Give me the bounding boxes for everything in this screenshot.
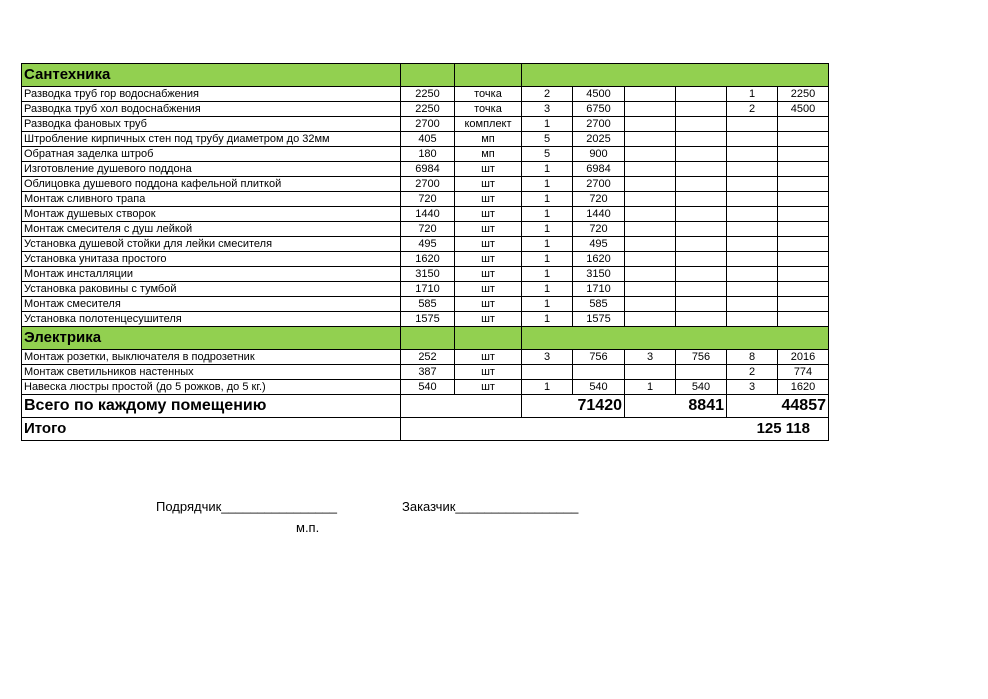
unit-cell: шт <box>455 237 522 252</box>
qty-room3-cell <box>727 147 778 162</box>
qty-room1-cell: 3 <box>522 102 573 117</box>
sum-room2-cell: 540 <box>676 380 727 395</box>
blank-cell <box>727 395 778 418</box>
qty-room1-cell: 1 <box>522 297 573 312</box>
sum-room3-cell <box>778 207 829 222</box>
table-row <box>22 252 829 267</box>
price-cell: 3150 <box>401 267 455 282</box>
qty-room2-cell <box>625 102 676 117</box>
price-cell: 1620 <box>401 252 455 267</box>
section-title-electric: Электрика <box>22 327 401 350</box>
sum-room3-cell <box>778 282 829 297</box>
qty-room2-cell <box>625 365 676 380</box>
room2-total: 8841 <box>676 395 727 418</box>
unit-cell: шт <box>455 162 522 177</box>
unit-cell: шт <box>455 282 522 297</box>
unit-cell: точка <box>455 87 522 102</box>
price-cell: 405 <box>401 132 455 147</box>
unit-cell: шт <box>455 350 522 365</box>
sum-room3-cell <box>778 177 829 192</box>
unit-cell: шт <box>455 297 522 312</box>
unit-cell: шт <box>455 312 522 327</box>
qty-room2-cell: 1 <box>625 380 676 395</box>
sum-room3-cell <box>778 132 829 147</box>
qty-room1-cell: 5 <box>522 132 573 147</box>
blank-cell <box>401 395 522 418</box>
price-cell: 1440 <box>401 207 455 222</box>
unit-cell: шт <box>455 380 522 395</box>
sum-room3-cell: 2250 <box>778 87 829 102</box>
qty-room3-cell <box>727 312 778 327</box>
qty-room1-cell: 1 <box>522 312 573 327</box>
blank-cell <box>522 395 573 418</box>
section-cell <box>676 327 727 350</box>
table-row <box>22 162 829 177</box>
unit-cell: шт <box>455 177 522 192</box>
stamp-label: м.п. <box>296 520 320 535</box>
work-name-cell: Разводка труб гор водоснабжения <box>22 87 401 102</box>
unit-cell: точка <box>455 102 522 117</box>
table-row <box>22 177 829 192</box>
work-name-cell: Монтаж инсталляции <box>22 267 401 282</box>
sum-room2-cell: 756 <box>676 350 727 365</box>
sum-room2-cell <box>676 207 727 222</box>
qty-room2-cell <box>625 237 676 252</box>
price-cell: 540 <box>401 380 455 395</box>
section-header-plumbing <box>22 64 829 87</box>
work-name-cell: Монтаж смесителя с душ лейкой <box>22 222 401 237</box>
qty-room3-cell <box>727 192 778 207</box>
section-cell <box>401 64 455 87</box>
sum-room3-cell <box>778 222 829 237</box>
work-name-cell: Установка полотенцесушителя <box>22 312 401 327</box>
sum-room3-cell: 1620 <box>778 380 829 395</box>
work-name-cell: Монтаж душевых створок <box>22 207 401 222</box>
table-row <box>22 117 829 132</box>
table-row <box>22 297 829 312</box>
sum-room3-cell: 774 <box>778 365 829 380</box>
qty-room1-cell <box>522 365 573 380</box>
price-cell: 2250 <box>401 87 455 102</box>
qty-room2-cell <box>625 162 676 177</box>
section-cell <box>455 64 522 87</box>
sum-room3-cell <box>778 162 829 177</box>
qty-room3-cell <box>727 177 778 192</box>
qty-room1-cell: 1 <box>522 162 573 177</box>
sum-room3-cell <box>778 252 829 267</box>
qty-room3-cell: 2 <box>727 102 778 117</box>
qty-room2-cell <box>625 192 676 207</box>
qty-room3-cell <box>727 117 778 132</box>
table-row <box>22 132 829 147</box>
price-cell: 2700 <box>401 177 455 192</box>
work-name-cell: Монтаж светильников настенных <box>22 365 401 380</box>
sum-room2-cell <box>676 282 727 297</box>
qty-room1-cell: 2 <box>522 87 573 102</box>
blank-cell <box>401 418 727 441</box>
sum-room2-cell <box>676 132 727 147</box>
unit-cell: шт <box>455 222 522 237</box>
sum-room1-cell: 720 <box>573 192 625 207</box>
price-cell: 585 <box>401 297 455 312</box>
sum-room1-cell: 540 <box>573 380 625 395</box>
sum-room1-cell: 2700 <box>573 117 625 132</box>
unit-cell: шт <box>455 365 522 380</box>
work-name-cell: Облицовка душевого поддона кафельной плиткой <box>22 177 401 192</box>
sum-room1-cell: 495 <box>573 237 625 252</box>
sum-room1-cell: 720 <box>573 222 625 237</box>
section-title-plumbing: Сантехника <box>22 64 401 87</box>
price-cell: 2250 <box>401 102 455 117</box>
qty-room1-cell: 1 <box>522 237 573 252</box>
sum-room1-cell: 4500 <box>573 87 625 102</box>
qty-room1-cell: 3 <box>522 350 573 365</box>
unit-cell: шт <box>455 252 522 267</box>
qty-room3-cell <box>727 207 778 222</box>
qty-room1-cell: 1 <box>522 117 573 132</box>
section-cell <box>522 64 573 87</box>
qty-room1-cell: 1 <box>522 207 573 222</box>
work-name-cell: Установка раковины с тумбой <box>22 282 401 297</box>
sum-room2-cell <box>676 365 727 380</box>
sum-room1-cell: 1620 <box>573 252 625 267</box>
qty-room1-cell: 1 <box>522 192 573 207</box>
work-name-cell: Навеска люстры простой (до 5 рожков, до 5 кг.) <box>22 380 401 395</box>
table-row <box>22 267 829 282</box>
sum-room1-cell: 6750 <box>573 102 625 117</box>
work-name-cell: Установка душевой стойки для лейки смесителя <box>22 237 401 252</box>
work-name-cell: Разводка фановых труб <box>22 117 401 132</box>
unit-cell: мп <box>455 132 522 147</box>
qty-room3-cell: 1 <box>727 87 778 102</box>
sum-room2-cell <box>676 147 727 162</box>
qty-room2-cell <box>625 252 676 267</box>
sum-room3-cell: 2016 <box>778 350 829 365</box>
sum-room2-cell <box>676 222 727 237</box>
table-row <box>22 87 829 102</box>
qty-room3-cell <box>727 252 778 267</box>
sum-room1-cell: 756 <box>573 350 625 365</box>
table-row <box>22 207 829 222</box>
qty-room3-cell <box>727 162 778 177</box>
price-cell: 180 <box>401 147 455 162</box>
contractor-signature: Подрядчик________________ <box>156 499 337 514</box>
sum-room2-cell <box>676 252 727 267</box>
sum-room2-cell <box>676 192 727 207</box>
price-cell: 252 <box>401 350 455 365</box>
sum-room2-cell <box>676 117 727 132</box>
table-row <box>22 282 829 297</box>
sum-room3-cell: 4500 <box>778 102 829 117</box>
price-cell: 720 <box>401 222 455 237</box>
sum-room2-cell <box>676 87 727 102</box>
table-row <box>22 222 829 237</box>
sum-room2-cell <box>676 162 727 177</box>
grand-total-label: Итого <box>22 418 401 441</box>
qty-room3-cell: 8 <box>727 350 778 365</box>
qty-room1-cell: 1 <box>522 267 573 282</box>
price-cell: 495 <box>401 237 455 252</box>
sum-room3-cell <box>778 267 829 282</box>
sum-room1-cell: 1575 <box>573 312 625 327</box>
qty-room3-cell: 2 <box>727 365 778 380</box>
sum-room3-cell <box>778 297 829 312</box>
work-name-cell: Установка унитаза простого <box>22 252 401 267</box>
qty-room1-cell: 1 <box>522 380 573 395</box>
qty-room3-cell <box>727 237 778 252</box>
price-cell: 6984 <box>401 162 455 177</box>
blank-cell <box>625 395 676 418</box>
sum-room2-cell <box>676 237 727 252</box>
sum-room1-cell: 2700 <box>573 177 625 192</box>
sum-room2-cell <box>676 267 727 282</box>
qty-room1-cell: 1 <box>522 222 573 237</box>
sum-room2-cell <box>676 102 727 117</box>
qty-room3-cell <box>727 132 778 147</box>
qty-room2-cell <box>625 147 676 162</box>
sum-room1-cell: 3150 <box>573 267 625 282</box>
room3-total: 44857 <box>778 395 829 418</box>
sum-room2-cell <box>676 312 727 327</box>
table-row <box>22 192 829 207</box>
table-row <box>22 147 829 162</box>
sum-room1-cell: 1440 <box>573 207 625 222</box>
sum-room1-cell: 900 <box>573 147 625 162</box>
table-row <box>22 365 829 380</box>
unit-cell: шт <box>455 207 522 222</box>
qty-room3-cell <box>727 222 778 237</box>
sum-room3-cell <box>778 312 829 327</box>
work-name-cell: Штробление кирпичных стен под трубу диаметром до 32мм <box>22 132 401 147</box>
price-cell: 1710 <box>401 282 455 297</box>
sum-room3-cell <box>778 117 829 132</box>
grand-total-row <box>22 418 829 441</box>
section-cell <box>676 64 727 87</box>
work-name-cell: Монтаж розетки, выключателя в подрозетник <box>22 350 401 365</box>
price-cell: 387 <box>401 365 455 380</box>
section-cell <box>778 327 829 350</box>
section-cell <box>727 327 778 350</box>
sum-room1-cell: 2025 <box>573 132 625 147</box>
qty-room1-cell: 1 <box>522 282 573 297</box>
qty-room3-cell <box>727 282 778 297</box>
sum-room2-cell <box>676 297 727 312</box>
price-cell: 1575 <box>401 312 455 327</box>
section-cell <box>778 64 829 87</box>
price-cell: 720 <box>401 192 455 207</box>
room-totals-row <box>22 395 829 418</box>
section-cell <box>625 64 676 87</box>
qty-room2-cell <box>625 207 676 222</box>
section-cell <box>625 327 676 350</box>
sum-room3-cell <box>778 147 829 162</box>
qty-room3-cell <box>727 267 778 282</box>
qty-room2-cell <box>625 282 676 297</box>
unit-cell: шт <box>455 192 522 207</box>
section-cell <box>401 327 455 350</box>
table-row <box>22 380 829 395</box>
table-row <box>22 237 829 252</box>
qty-room2-cell <box>625 312 676 327</box>
qty-room1-cell: 1 <box>522 252 573 267</box>
section-cell <box>522 327 573 350</box>
sum-room3-cell <box>778 237 829 252</box>
table-row <box>22 312 829 327</box>
work-name-cell: Разводка труб хол водоснабжения <box>22 102 401 117</box>
section-cell <box>573 327 625 350</box>
qty-room3-cell <box>727 297 778 312</box>
grand-total-value: 125 118 <box>727 418 829 441</box>
qty-room3-cell: 3 <box>727 380 778 395</box>
qty-room2-cell: 3 <box>625 350 676 365</box>
sum-room2-cell <box>676 177 727 192</box>
sum-room1-cell <box>573 365 625 380</box>
estimate-table <box>21 63 829 441</box>
section-cell <box>727 64 778 87</box>
qty-room2-cell <box>625 222 676 237</box>
sum-room1-cell: 6984 <box>573 162 625 177</box>
work-name-cell: Монтаж смесителя <box>22 297 401 312</box>
qty-room2-cell <box>625 177 676 192</box>
work-name-cell: Изготовление душевого поддона <box>22 162 401 177</box>
qty-room2-cell <box>625 117 676 132</box>
unit-cell: мп <box>455 147 522 162</box>
qty-room2-cell <box>625 297 676 312</box>
qty-room1-cell: 1 <box>522 177 573 192</box>
qty-room2-cell <box>625 267 676 282</box>
work-name-cell: Монтаж сливного трапа <box>22 192 401 207</box>
sum-room1-cell: 1710 <box>573 282 625 297</box>
room1-total: 71420 <box>573 395 625 418</box>
table-row <box>22 102 829 117</box>
sum-room1-cell: 585 <box>573 297 625 312</box>
qty-room2-cell <box>625 87 676 102</box>
customer-signature: Заказчик_________________ <box>402 499 579 514</box>
work-name-cell: Обратная заделка штроб <box>22 147 401 162</box>
section-cell <box>573 64 625 87</box>
price-cell: 2700 <box>401 117 455 132</box>
room-totals-label: Всего по каждому помещению <box>22 395 401 418</box>
sum-room3-cell <box>778 192 829 207</box>
section-header-electric <box>22 327 829 350</box>
unit-cell: шт <box>455 267 522 282</box>
table-row <box>22 350 829 365</box>
qty-room2-cell <box>625 132 676 147</box>
qty-room1-cell: 5 <box>522 147 573 162</box>
unit-cell: комплект <box>455 117 522 132</box>
section-cell <box>455 327 522 350</box>
